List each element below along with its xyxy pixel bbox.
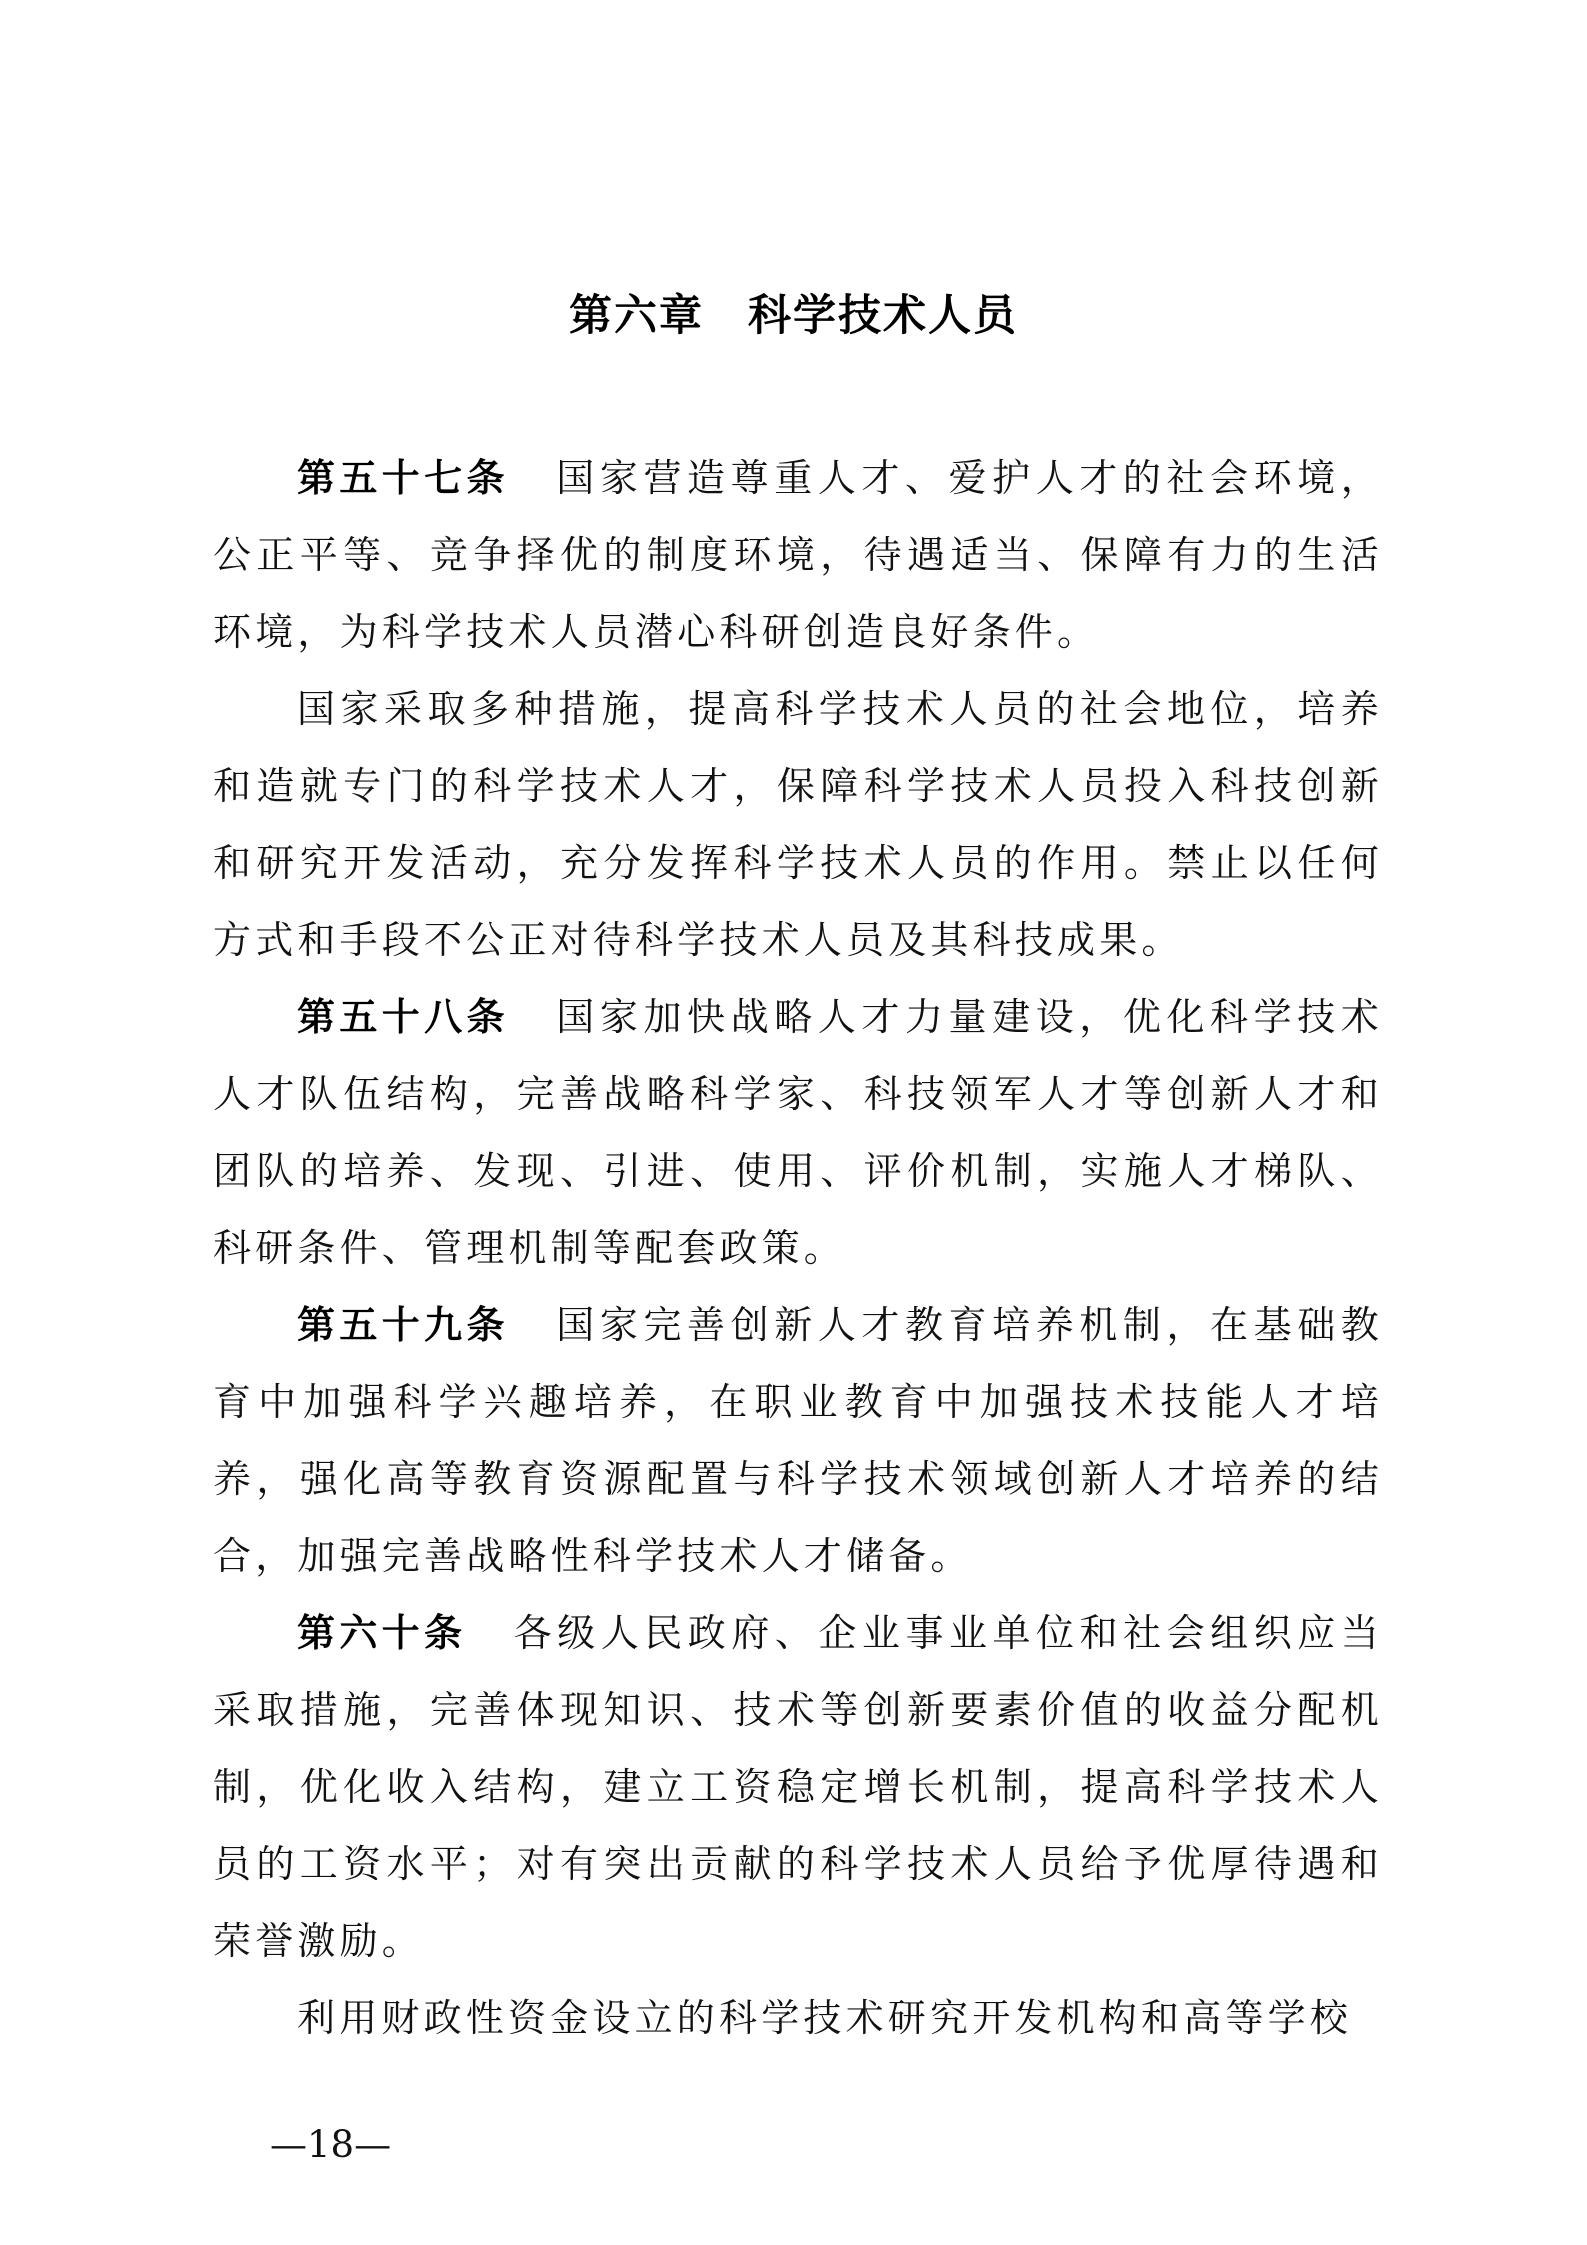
paragraph-text: 各级人民政府、企业事业单位和社会组织应当采取措施，完善体现知识、技术等创新要素价值的收益分配机制，优化收入结构，建立工资稳定增长机制，提高科学技术人员的工资水平；对有突出贡献的科学技术人员给予优厚待遇和荣誉激励。 [213,1611,1383,1963]
paragraph-text: 国家采取多种措施，提高科学技术人员的社会地位，培养和造就专门的科学技术人才，保障科学技术人员投入科技创新和研究开发活动，充分发挥科学技术人员的作用。禁止以任何方式和手段不公正对待科学技术人员及其科技成果。 [213,687,1383,962]
article-number: 第五十七条 [297,456,509,500]
paragraph-article-57-continued [213,671,1383,979]
paragraph-text: 国家完善创新人才教育培养机制，在基础教育中加强科学兴趣培养，在职业教育中加强技术技能人才培养，强化高等教育资源配置与科学技术领域创新人才培养的结合，加强完善战略性科学技术人才储备。 [213,1303,1383,1578]
chapter-number: 第六章 [569,291,704,341]
article-number: 第五十九条 [297,1303,509,1347]
chapter-title: 科学技术人员 [748,291,1018,341]
article-number: 第五十八条 [297,995,509,1039]
page-number: —18— [270,2123,392,2166]
paragraph-text: 国家营造尊重人才、爱护人才的社会环境，公正平等、竞争择优的制度环境，待遇适当、保障有力的生活环境，为科学技术人员潜心科研创造良好条件。 [213,456,1383,654]
paragraph-text: 利用财政性资金设立的科学技术研究开发机构和高等学校 [297,1996,1353,2040]
paragraph-article-60 [213,1595,1383,1980]
article-number: 第六十条 [297,1611,467,1655]
paragraph-article-60-continued [213,1980,1383,2057]
paragraph-article-59 [213,1287,1383,1595]
paragraph-article-58 [213,979,1383,1287]
paragraph-text: 国家加快战略人才力量建设，优化科学技术人才队伍结构，完善战略科学家、科技领军人才等创新人才和团队的培养、发现、引进、使用、评价机制，实施人才梯队、科研条件、管理机制等配套政策。 [213,995,1383,1270]
chapter-body [213,440,1383,2057]
paragraph-article-57 [213,440,1383,671]
chapter-heading [0,286,1587,346]
